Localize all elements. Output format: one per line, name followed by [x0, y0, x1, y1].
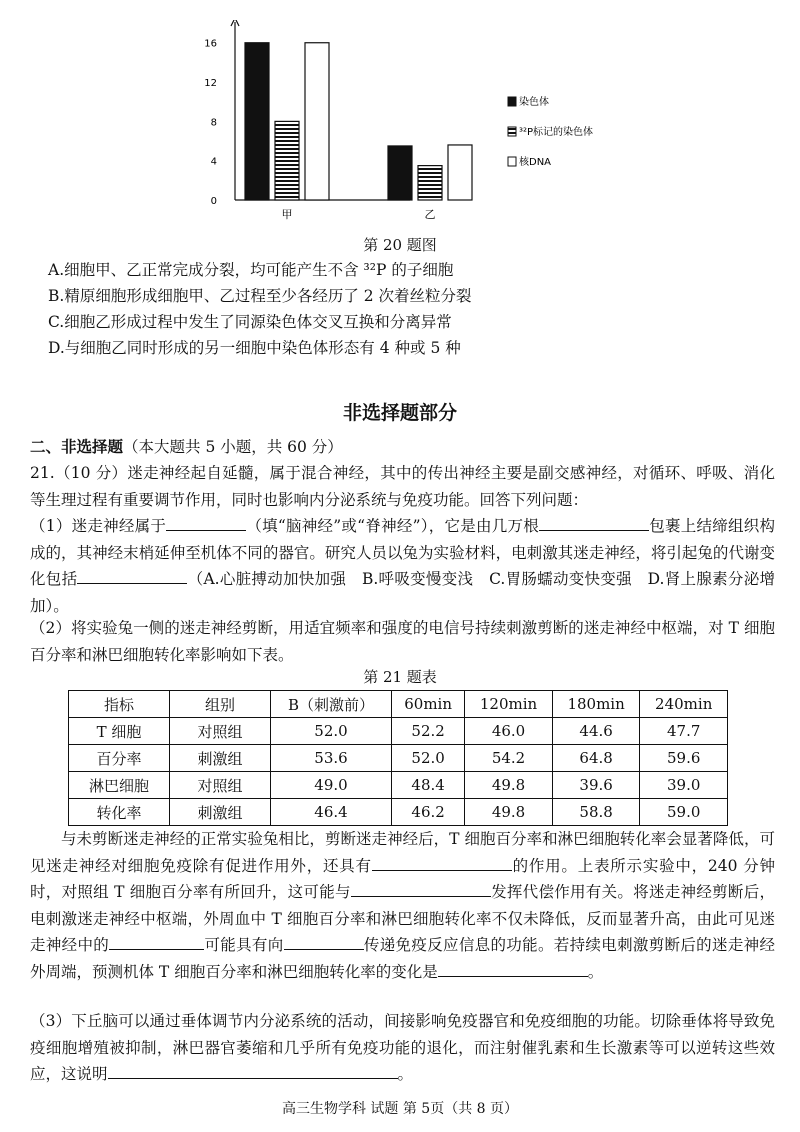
page-footer: 高三生物学科 试题 第 5页（共 8 页） — [281, 1101, 519, 1117]
option-a: A.细胞甲、乙正常完成分裂，均可能产生不含 ³²P 的子细胞 — [48, 261, 454, 279]
value-cell: 39.6 — [552, 772, 640, 799]
table-row — [69, 718, 728, 745]
legend-swatch-hstripes — [508, 127, 516, 136]
answer-blank-6[interactable] — [109, 933, 204, 950]
bar-hollow — [448, 145, 472, 200]
q21-p1-text-a: （1）迷走神经属于 — [30, 517, 167, 535]
legend-label: 核DNA — [519, 157, 552, 168]
q21-p2b-text-e: 传递免疫反应信息的功能。若持续电刺激剪断后的迷走神经外周端，预测机体 T 细胞百分率和淋巴细胞转化率的变化是 — [30, 936, 775, 981]
option-c: C.细胞乙形成过程中发生了同源染色体交叉互换和分离异常 — [48, 313, 452, 331]
answer-blank-1[interactable] — [166, 514, 246, 531]
value-cell: 46.0 — [465, 718, 553, 745]
q21-p2b-text-c: 发挥代偿作用有关。将迷走神经剪断后，电刺激迷走神经中枢端，外周血中 T 细胞百分率和淋巴细胞转化率不仅未降低，反而显著升高，由此可见迷走神经中的 — [30, 883, 775, 954]
q21-part2-analysis — [30, 826, 775, 985]
table-row — [69, 799, 728, 826]
value-cell: 47.7 — [640, 718, 728, 745]
q21-part3 — [30, 1008, 775, 1088]
value-cell: 39.0 — [640, 772, 728, 799]
q21-p1-text-b: （填“脑神经”或“脊神经”），它是由几万根 — [246, 517, 539, 535]
figure-20-chart — [190, 20, 610, 235]
y-tick-label: 12 — [204, 78, 217, 90]
q21-part1 — [30, 513, 775, 619]
table-header-row — [69, 691, 728, 718]
bar-hstripes — [418, 166, 442, 200]
value-cell: 52.0 — [271, 718, 392, 745]
y-tick-label: 16 — [204, 38, 217, 50]
legend-label: ³²P标记的染色体 — [519, 127, 594, 138]
section-title: 非选择题部分 — [342, 402, 457, 424]
q21-part2: （2）将实验兔一侧的迷走神经剪断，用适宜频率和强度的电信号持续刺激剪断的迷走神经中枢端，对 T 细胞百分率和淋巴细胞转化率影响如下表。 — [30, 619, 775, 664]
bar-hollow — [305, 43, 329, 200]
table-row — [69, 745, 728, 772]
table-caption: 第 21 题表 — [363, 668, 437, 686]
q21-p1-text-d: （A.心脏搏动加快加强 B.呼吸变慢变浅 C.胃肠蠕动变快变强 D.肾上腺素分泌增加）。 — [30, 570, 775, 615]
value-cell: 48.4 — [392, 772, 465, 799]
part2-heading — [30, 434, 775, 461]
q21-p2b-text-b: 的作用。上表所示实验中，240 分钟时，对照组 T 细胞百分率有所回升，这可能与 — [30, 856, 775, 901]
table-header: 指标 — [69, 691, 170, 718]
value-cell: 59.6 — [640, 745, 728, 772]
value-cell: 53.6 — [271, 745, 392, 772]
table-header: B（刺激前） — [271, 691, 392, 718]
value-cell: 44.6 — [552, 718, 640, 745]
value-cell: 52.2 — [392, 718, 465, 745]
value-cell: 49.8 — [465, 772, 553, 799]
metric-cell: 百分率 — [69, 745, 170, 772]
value-cell: 49.8 — [465, 799, 553, 826]
value-cell: 46.4 — [271, 799, 392, 826]
figure-caption: 第 20 题图 — [363, 236, 437, 254]
metric-cell: T 细胞 — [69, 718, 170, 745]
value-cell: 49.0 — [271, 772, 392, 799]
table-header: 240min — [640, 691, 728, 718]
x-tick-label: 甲 — [281, 208, 293, 221]
y-tick-label: 4 — [210, 156, 217, 168]
answer-blank-8[interactable] — [438, 960, 588, 977]
legend-label: 染色体 — [519, 97, 549, 108]
data-table — [68, 690, 728, 826]
bar-hstripes — [275, 121, 299, 200]
answer-blank-5[interactable] — [351, 880, 491, 897]
value-cell: 52.0 — [392, 745, 465, 772]
q21-p2b-text-f: 。 — [587, 962, 604, 981]
answer-blank-9[interactable] — [108, 1062, 398, 1079]
group-cell: 对照组 — [170, 772, 271, 799]
part2-label: 二、非选择题 — [30, 437, 124, 456]
answer-blank-4[interactable] — [372, 854, 512, 871]
answer-blank-7[interactable] — [284, 933, 364, 950]
answer-blank-2[interactable] — [539, 514, 649, 531]
q21-p3-text-a: （3）下丘脑可以通过垂体调节内分泌系统的活动，间接影响免疫器官和免疫细胞的功能。切除垂体将导致免疫细胞增殖被抑制，淋巴器官萎缩和几乎所有免疫功能的退化，而注射催乳素和生长激素等可以逆转这些效应，这说明 — [30, 1012, 775, 1083]
y-tick-label: 8 — [210, 117, 217, 129]
legend-swatch-solid — [508, 97, 516, 106]
q21-p1-text-c: 包裹上结缔组织构成的，其神经末梢延伸至机体不同的器官。研究人员以兔为实验材料，电刺激其迷走神经，将引起兔的代谢变化包括 — [30, 517, 775, 588]
metric-cell: 转化率 — [69, 799, 170, 826]
group-cell: 刺激组 — [170, 799, 271, 826]
y-tick-label: 0 — [210, 196, 217, 207]
q21-p3-text-b: 。 — [397, 1065, 414, 1083]
part2-note: （本大题共 5 小题，共 60 分） — [123, 438, 343, 456]
value-cell: 46.2 — [392, 799, 465, 826]
value-cell: 64.8 — [552, 745, 640, 772]
table-header: 120min — [465, 691, 553, 718]
bar-solid — [388, 146, 412, 200]
value-cell: 59.0 — [640, 799, 728, 826]
table-header: 180min — [552, 691, 640, 718]
value-cell: 54.2 — [465, 745, 553, 772]
answer-blank-3[interactable] — [77, 567, 187, 584]
bar-solid — [245, 43, 269, 200]
option-d: D.与细胞乙同时形成的另一细胞中染色体形态有 4 种或 5 种 — [48, 339, 461, 357]
q21-p2b-text-d: 可能具有向 — [204, 936, 284, 954]
legend-swatch-hollow — [508, 157, 516, 166]
metric-cell: 淋巴细胞 — [69, 772, 170, 799]
group-cell: 刺激组 — [170, 745, 271, 772]
table-row — [69, 772, 728, 799]
table-header: 60min — [392, 691, 465, 718]
x-tick-label: 乙 — [424, 208, 436, 221]
table-header: 组别 — [170, 691, 271, 718]
bar-chart-svg — [190, 20, 610, 235]
q21-intro: 21.（10 分）迷走神经起自延髓，属于混合神经，其中的传出神经主要是副交感神经，对循环、呼吸、消化等生理过程有重要调节作用，同时也影响内分泌系统与免疫功能。回答下列问题： — [30, 464, 775, 509]
q21-p2b-text-a: 与未剪断迷走神经的正常实验兔相比，剪断迷走神经后，T 细胞百分率和淋巴细胞转化率会显著降低，可见迷走神经对细胞免疫除有促进作用外，还具有 — [30, 830, 775, 875]
group-cell: 对照组 — [170, 718, 271, 745]
option-b: B.精原细胞形成细胞甲、乙过程至少各经历了 2 次着丝粒分裂 — [48, 287, 472, 305]
value-cell: 58.8 — [552, 799, 640, 826]
